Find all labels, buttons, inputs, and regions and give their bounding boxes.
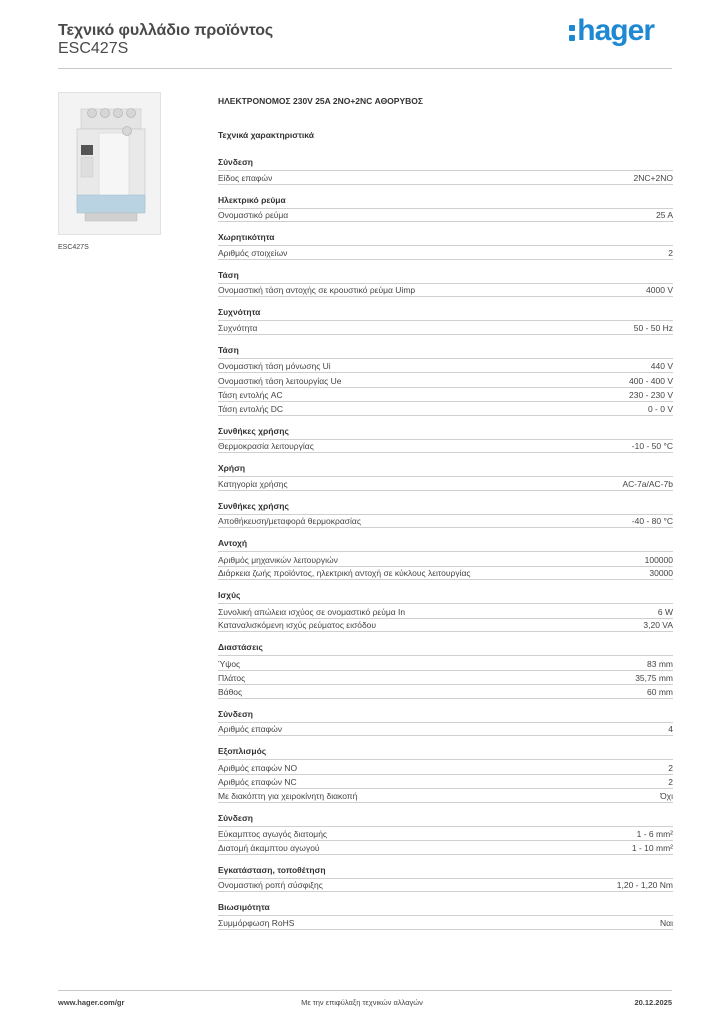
section-title: Σύνδεση [218, 157, 253, 167]
spec-row [218, 618, 673, 633]
section-title: Τάση [218, 269, 239, 280]
spec-label: Με διακόπτη για χειροκίνητη διακοπή [218, 790, 358, 801]
section-title: Χρήση [218, 463, 246, 473]
product-code: ESC427S [58, 40, 129, 57]
spec-row [218, 826, 673, 841]
section-title: Συχνότητα [218, 307, 261, 317]
spec-label: Διάρκεια ζωής προϊόντος, ηλεκτρική αντοχή σε κύκλους λειτουργίας [218, 568, 471, 578]
spec-row [218, 566, 673, 581]
header-divider [58, 68, 672, 69]
footer-divider [58, 990, 672, 991]
spec-label: Συμμόρφωση RoHS [218, 917, 295, 928]
spec-label: Αριθμός στοιχείων [218, 247, 288, 258]
spec-row [218, 722, 673, 737]
spec-row [218, 208, 673, 223]
spec-label: Αριθμός επαφών NC [218, 777, 297, 787]
spec-row [218, 320, 673, 335]
spec-value: 6 W [657, 606, 673, 617]
spec-value: AC-7a/AC-7b [622, 478, 673, 489]
spec-value: 440 V [650, 361, 673, 371]
section-title: Χωρητικότητα [218, 232, 275, 242]
spec-row [218, 759, 673, 774]
spec-row [218, 840, 673, 855]
spec-value: 1 - 6 mm² [636, 829, 673, 839]
spec-label: Αριθμός επαφών [218, 724, 283, 734]
spec-row [218, 655, 673, 670]
spec-label: Ύψος [218, 658, 241, 669]
specs-heading: Τεχνικά χαρακτηριστικά [218, 130, 314, 140]
spec-label: Ονομαστικό ρεύμα [218, 210, 289, 220]
spec-section [218, 902, 673, 930]
spec-value: Όχι [660, 790, 673, 801]
spec-row [218, 551, 673, 566]
spec-section [218, 195, 673, 223]
spec-section [218, 232, 673, 260]
spec-label: Είδος επαφών [218, 172, 273, 183]
section-title: Αντοχή [218, 538, 248, 548]
spec-label: Συνολική απώλεια ισχύος σε ονομαστικό ρεύμα In [218, 606, 406, 617]
spec-section [218, 538, 673, 580]
spec-value: 2 [668, 777, 673, 787]
footer-disclaimer: Με την επιφύλαξη τεχνικών αλλαγών [301, 998, 423, 1007]
spec-row [218, 514, 673, 529]
spec-label: Θερμοκρασία λειτουργίας [218, 441, 314, 451]
section-title: Διαστάσεις [218, 642, 263, 652]
spec-row [218, 372, 673, 387]
specs-table [218, 157, 673, 940]
spec-section [218, 865, 673, 893]
spec-label: Ονομαστική ροπή σύσφιξης [218, 880, 323, 890]
spec-value: 3,20 VA [643, 620, 673, 630]
spec-label: Διατομή άκαμπτου αγωγού [218, 842, 320, 853]
spec-row [218, 774, 673, 789]
spec-section [218, 270, 673, 298]
spec-value: -10 - 50 °C [631, 441, 673, 451]
spec-row [218, 358, 673, 373]
spec-value: 400 - 400 V [629, 375, 673, 386]
section-title: Εγκατάσταση, τοποθέτηση [218, 864, 326, 875]
spec-value: 2 [668, 247, 673, 258]
document-title: Τεχνικό φυλλάδιο προϊόντος [58, 22, 274, 39]
spec-label: Αριθμός επαφών NO [218, 762, 298, 773]
section-title: Εξοπλισμός [218, 746, 267, 756]
spec-value: 4 [668, 724, 673, 734]
spec-row [218, 245, 673, 260]
product-image [58, 92, 161, 235]
spec-section [218, 307, 673, 335]
spec-row [218, 670, 673, 685]
spec-row [218, 878, 673, 893]
spec-section [218, 746, 673, 803]
logo-dots-icon [569, 21, 575, 41]
spec-section [218, 709, 673, 737]
image-caption: ESC427S [58, 244, 89, 251]
spec-value: 2NC+2NO [633, 172, 673, 183]
spec-value: 0 - 0 V [647, 403, 673, 414]
spec-label: Πλάτος [218, 673, 246, 683]
spec-value: 83 mm [647, 658, 673, 669]
spec-label: Κατηγορία χρήσης [218, 478, 288, 489]
spec-section [218, 463, 673, 491]
spec-value: 50 - 50 Hz [633, 322, 673, 333]
spec-label: Τάση εντολής DC [218, 403, 284, 414]
section-title: Τάση [218, 344, 239, 355]
spec-row [218, 684, 673, 699]
spec-label: Καταναλισκόμενη ισχύς ρεύματος εισόδου [218, 620, 377, 630]
spec-label: Ονομαστική τάση λειτουργίας Ue [218, 375, 342, 386]
section-title: Συνθήκες χρήσης [218, 500, 289, 511]
spec-value: -40 - 80 °C [631, 516, 673, 526]
spec-section [218, 345, 673, 416]
spec-section [218, 157, 673, 185]
section-title: Βιωσιμότητα [218, 902, 270, 912]
section-title: Συνθήκες χρήσης [218, 425, 289, 436]
spec-value: 4000 V [646, 285, 673, 295]
spec-label: Βάθος [218, 686, 243, 697]
hager-logo[interactable] [569, 14, 654, 48]
spec-label: Αποθήκευση/μεταφορά θερμοκρασίας [218, 516, 361, 526]
spec-row [218, 283, 673, 298]
spec-section [218, 642, 673, 699]
spec-row [218, 788, 673, 803]
spec-value: 30000 [649, 568, 673, 578]
spec-row [218, 476, 673, 491]
spec-section [218, 501, 673, 529]
spec-section [218, 590, 673, 632]
product-name: ΗΛΕΚΤΡΟΝΟΜΟΣ 230V 25A 2NO+2NC ΑΘΟΡΥΒΟΣ [218, 96, 423, 106]
spec-value: 230 - 230 V [629, 390, 673, 400]
spec-label: Αριθμός μηχανικών λειτουργιών [218, 554, 338, 565]
spec-label: Συχνότητα [218, 322, 258, 333]
spec-value: 60 mm [647, 686, 673, 697]
spec-row [218, 915, 673, 930]
footer-website-link[interactable]: www.hager.com/gr [58, 998, 125, 1007]
logo-text: hager [577, 14, 654, 47]
spec-section [218, 813, 673, 855]
spec-value: 1,20 - 1,20 Nm [616, 880, 673, 890]
spec-row [218, 439, 673, 454]
spec-label: Τάση εντολής AC [218, 390, 283, 400]
spec-label: Ονομαστική τάση μόνωσης Ui [218, 361, 331, 371]
footer-date: 20.12.2025 [634, 998, 672, 1007]
spec-label: Εύκαμπτος αγωγός διατομής [218, 829, 328, 839]
spec-section [218, 426, 673, 454]
spec-value: 35,75 mm [635, 673, 673, 683]
spec-value: 1 - 10 mm² [631, 842, 673, 853]
spec-value: 2 [668, 762, 673, 773]
section-title: Ισχύς [218, 590, 241, 600]
spec-row [218, 387, 673, 402]
section-title: Ηλεκτρικό ρεύμα [218, 194, 286, 205]
spec-label: Ονομαστική τάση αντοχής σε κρουστικό ρεύμα Uimp [218, 285, 416, 295]
spec-value: Ναι [660, 917, 673, 928]
spec-row [218, 170, 673, 185]
spec-value: 100000 [644, 554, 673, 565]
spec-value: 25 A [655, 210, 673, 220]
section-title: Σύνδεση [218, 708, 253, 719]
spec-row [218, 401, 673, 416]
section-title: Σύνδεση [218, 812, 253, 823]
spec-row [218, 603, 673, 618]
